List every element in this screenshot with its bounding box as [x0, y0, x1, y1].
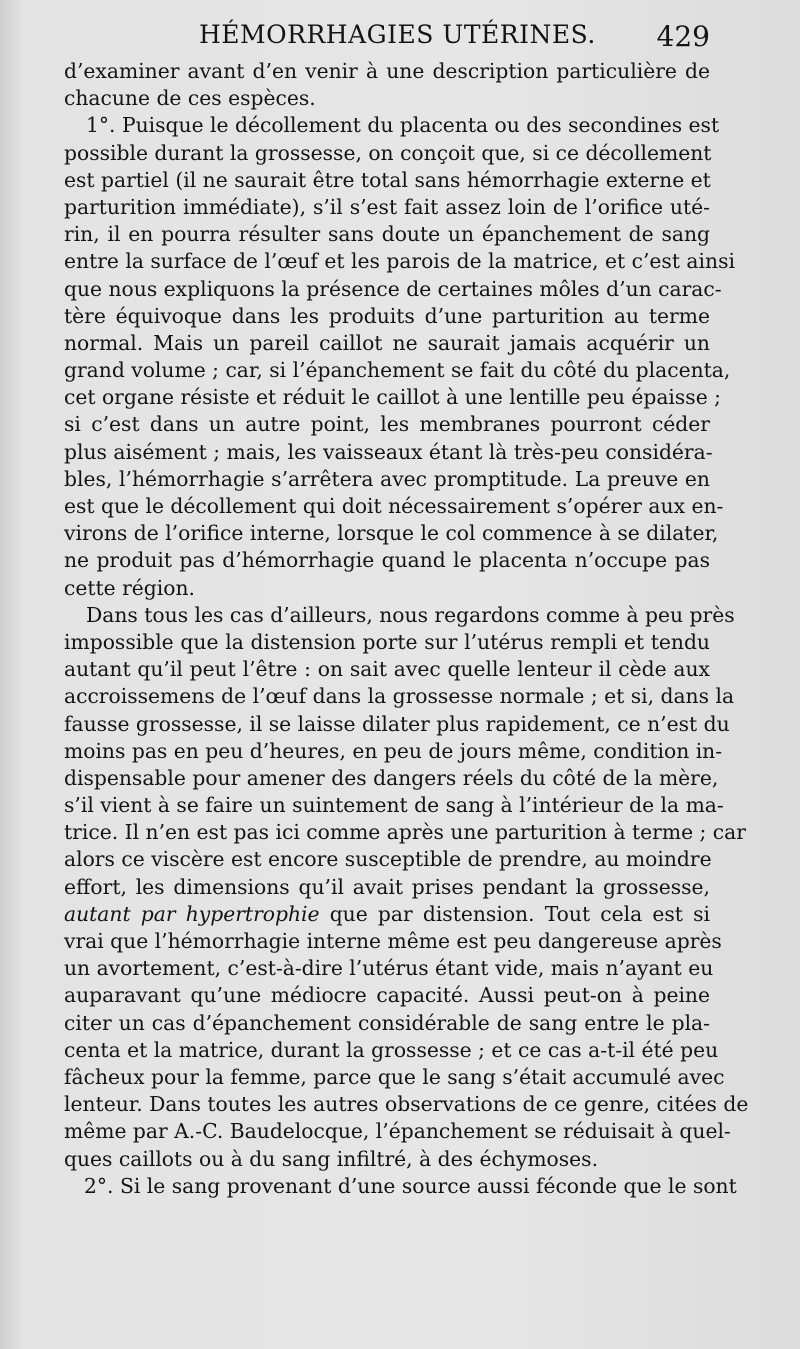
- text-line: dispensable pour amener des dangers réels du côté de la mère,: [64, 765, 719, 790]
- text-line: ques caillots ou à du sang infiltré, à des échymoses.: [64, 1146, 599, 1171]
- text-line: est partiel (il ne saurait être total sans hémorrhagie externe et: [64, 167, 711, 192]
- text-line: impossible que la distension porte sur l’utérus rempli et tendu: [64, 629, 710, 654]
- text-line: accroissemens de l’œuf dans la grossesse normale ; et si, dans la: [64, 684, 735, 709]
- text-line: même par A.-C. Baudelocque, l’épanchement se réduisait à quel-: [64, 1119, 731, 1144]
- text-line: vrai que l’hémorrhagie interne même est peu dangereuse après: [64, 929, 722, 953]
- body-text: [64, 58, 749, 1200]
- text-line: trice. Il n’en est pas ici comme après une parturition à terme ; car: [64, 820, 746, 845]
- text-line: que nous expliquons la présence de certaines môles d’un carac-: [64, 276, 722, 301]
- text-line: bles, l’hémorrhagie s’arrêtera avec promptitude. La preuve en: [64, 466, 710, 491]
- text-line: cette région.: [64, 575, 195, 600]
- italic-phrase: autant par hypertrophie: [64, 901, 320, 926]
- text-line: chacune de ces espèces.: [64, 86, 316, 111]
- text-line: si c’est dans un autre point, les membranes pourront céder: [64, 412, 710, 437]
- text-line: un avortement, c’est-à-dire l’utérus étant vide, mais n’ayant eu: [64, 956, 714, 981]
- running-title: HÉMORRHAGIES UTÉRINES.: [199, 20, 596, 49]
- text-line: alors ce viscère est encore susceptible de prendre, au moindre: [64, 847, 712, 872]
- text-line: cet organe résiste et réduit le caillot à une lentille peu épaisse ;: [64, 385, 722, 410]
- running-head: [64, 18, 710, 58]
- text-line: plus aisément ; mais, les vaisseaux étant là très-peu considéra-: [64, 439, 713, 464]
- text-line: fâcheux pour la femme, parce que le sang s’était accumulé avec: [64, 1064, 725, 1089]
- text-line: normal. Mais un pareil caillot ne saurait jamais acquérir un: [64, 330, 710, 355]
- text-line: moins pas en peu d’heures, en peu de jours même, condition in-: [64, 738, 723, 763]
- text-line: rin, il en pourra résulter sans doute un épanchement de sang: [64, 222, 710, 247]
- text-line: auparavant qu’une médiocre capacité. Aussi peut-on à peine: [64, 983, 710, 1008]
- text-line: grand volume ; car, si l’épanchement se fait du côté du placenta,: [64, 358, 731, 383]
- text-line: parturition immédiate), s’il s’est fait assez loin de l’orifice uté-: [64, 194, 710, 219]
- page-number: 429: [656, 20, 710, 53]
- text-line-paragraph-start: 1°. Puisque le décollement du placenta ou des secondines est: [86, 113, 720, 138]
- text-line: possible durant la grossesse, on conçoit que, si ce décollement: [64, 140, 712, 165]
- text-line-rest: que par distension. Tout cela est si: [329, 901, 710, 926]
- text-line-paragraph-start: Dans tous les cas d’ailleurs, nous regardons comme à peu près: [86, 602, 735, 627]
- text-line: lenteur. Dans toutes les autres observations de ce genre, citées de: [64, 1092, 749, 1117]
- text-line: tère équivoque dans les produits d’une parturition au terme: [64, 303, 710, 328]
- text-line-paragraph-start: 2°. Si le sang provenant d’une source aussi féconde que le sont: [84, 1173, 737, 1198]
- text-line: centa et la matrice, durant la grossesse ; et ce cas a-t-il été peu: [64, 1037, 719, 1062]
- text-line: est que le décollement qui doit nécessairement s’opérer aux en-: [64, 494, 724, 518]
- text-line-with-italic: [64, 901, 710, 928]
- text-line: fausse grossesse, il se laisse dilater plus rapidement, ce n’est du: [64, 711, 730, 736]
- text-line: citer un cas d’épanchement considérable de sang entre le pla-: [64, 1010, 710, 1035]
- text-line: entre la surface de l’œuf et les parois de la matrice, et c’est ainsi: [64, 249, 735, 274]
- text-line: s’il vient à se faire un suintement de sang à l’intérieur de la ma-: [64, 793, 724, 818]
- text-line: ne produit pas d’hémorrhagie quand le placenta n’occupe pas: [64, 548, 710, 573]
- text-line: virons de l’orifice interne, lorsque le col commence à se dilater,: [64, 521, 719, 546]
- text-line: autant qu’il peut l’être : on sait avec quelle lenteur il cède aux: [64, 657, 710, 682]
- text-line: effort, les dimensions qu’il avait prises pendant la grossesse,: [64, 874, 710, 899]
- text-line: d’examiner avant d’en venir à une description particulière de: [64, 59, 710, 83]
